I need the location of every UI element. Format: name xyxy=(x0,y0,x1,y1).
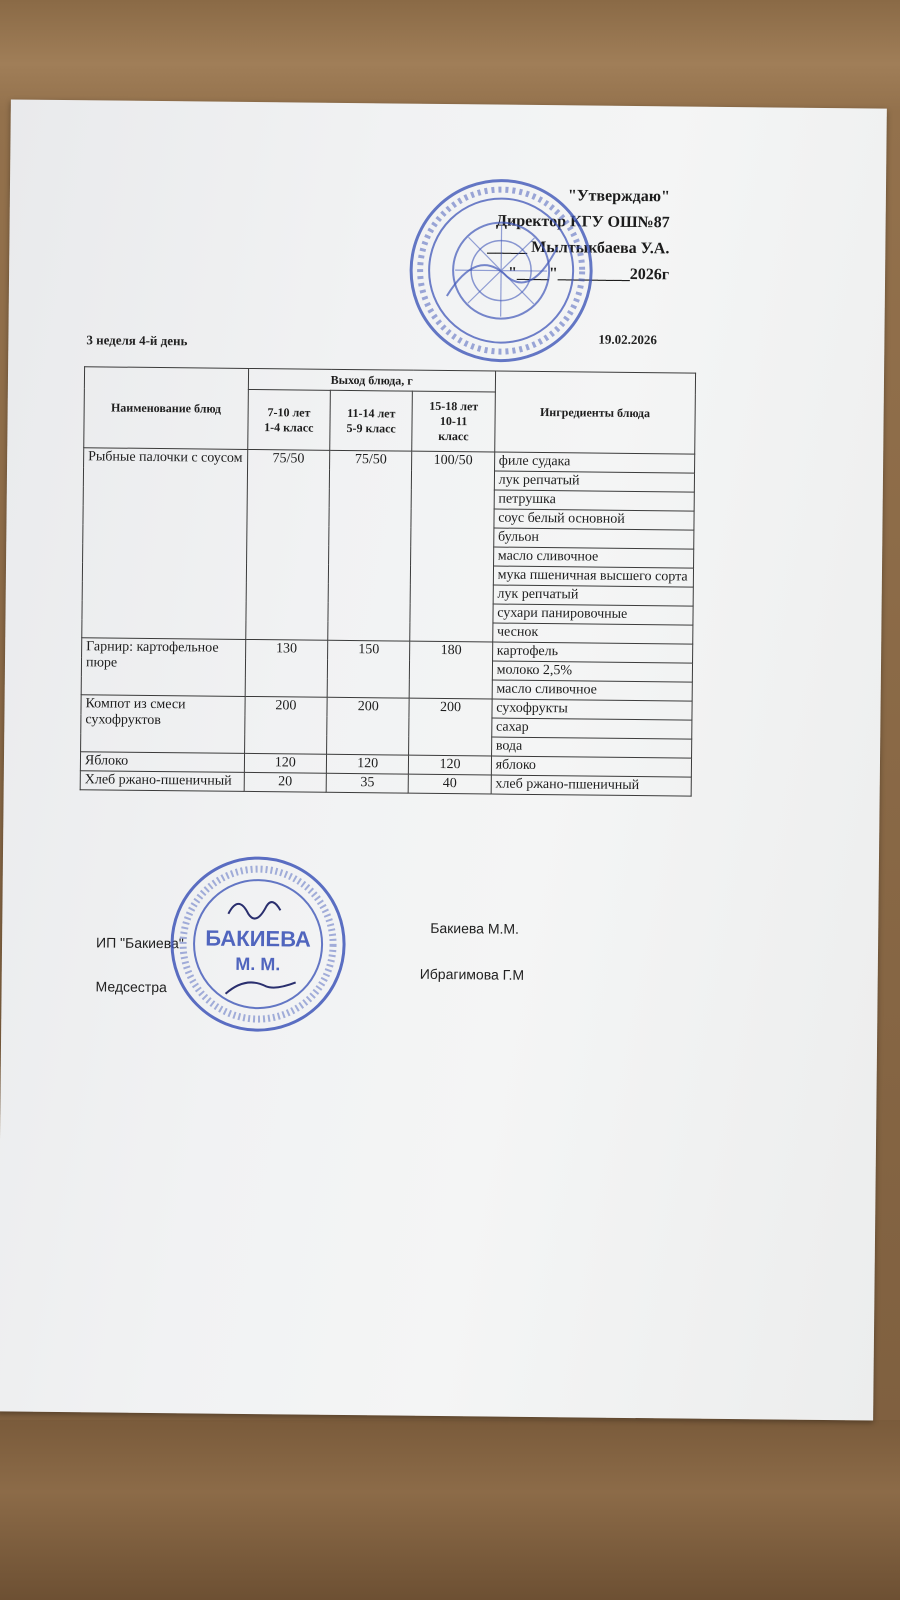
ingredient: филе судака xyxy=(494,452,694,473)
header-age-2-line1: 11-14 лет xyxy=(347,405,396,420)
approval-line-4: "____"_________2026г xyxy=(507,264,670,284)
ingredient: мука пшеничная высшего сорта xyxy=(493,566,693,587)
header-age-3-line1: 15-18 лет xyxy=(429,398,479,414)
handwritten-signature-2 xyxy=(226,982,296,995)
yield-age-2: 35 xyxy=(326,773,409,793)
ingredient: чеснок xyxy=(492,623,692,644)
yield-age-1: 20 xyxy=(244,772,327,792)
ingredient: сухари панировочные xyxy=(493,604,693,625)
header-age-1-line2: 1-4 класс xyxy=(264,419,314,435)
yield-age-3: 200 xyxy=(409,698,492,756)
header-yield: Выход блюда, г xyxy=(248,368,495,392)
official-seal-stamp xyxy=(406,176,596,366)
menu-date: 19.02.2026 xyxy=(598,331,657,348)
header-age-1-line1: 7-10 лет xyxy=(267,404,311,420)
ingredient: сахар xyxy=(491,718,691,739)
header-age-3 xyxy=(412,391,495,452)
header-age-3-line3: класс xyxy=(438,428,469,444)
approval-line-1: "Утверждаю" xyxy=(567,187,670,206)
stamp-name-line2: М. М. xyxy=(235,953,281,975)
handwritten-signature-1 xyxy=(228,902,280,919)
dish-name: Хлеб ржано-пшеничный xyxy=(80,771,244,792)
yield-age-3: 180 xyxy=(410,641,493,699)
signature-label-nurse: Медсестра xyxy=(95,978,167,996)
yield-age-2: 120 xyxy=(326,754,409,774)
yield-age-1: 200 xyxy=(244,696,327,754)
ingredient: масло сливочное xyxy=(493,547,693,568)
header-dish: Наименование блюд xyxy=(84,367,249,450)
week-day-label: 3 неделя 4-й день xyxy=(86,332,188,349)
ingredient: петрушка xyxy=(494,490,694,511)
signature-label-ip: ИП "Бакиева" xyxy=(95,934,184,952)
dish-name: Рыбные палочки с соусом xyxy=(82,448,248,640)
signature-name-ibragimova: Ибрагимова Г.М xyxy=(419,965,525,983)
stamp-name-line1: БАКИЕВА xyxy=(205,925,311,952)
dish-name: Гарнир: картофельное пюре xyxy=(81,638,245,697)
approval-line-2: Директор КГУ ОШ№87 xyxy=(495,212,670,232)
header-age-3-line2: 10-11 xyxy=(439,413,468,429)
ingredient: яблоко xyxy=(491,756,691,777)
document-page xyxy=(0,99,887,1420)
ingredient: лук репчатый xyxy=(493,585,693,606)
ingredient: соус белый основной xyxy=(494,509,694,530)
ingredient: картофель xyxy=(492,642,692,663)
ingredient: бульон xyxy=(493,528,693,549)
ingredient: лук репчатый xyxy=(494,471,694,492)
yield-age-1: 120 xyxy=(244,753,327,773)
yield-age-2: 150 xyxy=(327,640,410,698)
ingredient: сухофрукты xyxy=(492,699,692,720)
yield-age-2: 75/50 xyxy=(328,450,412,641)
header-ingredients: Ингредиенты блюда xyxy=(494,371,695,454)
signature-name-bakieva: Бакиева М.М. xyxy=(430,919,520,937)
desk-surface xyxy=(0,1420,900,1600)
yield-age-2: 200 xyxy=(327,697,410,755)
dish-name: Компот из смеси сухофруктов xyxy=(81,695,245,754)
ingredient: вода xyxy=(491,737,691,758)
ingredient: масло сливочное xyxy=(492,680,692,701)
dish-name: Яблоко xyxy=(80,752,244,773)
yield-age-1: 130 xyxy=(245,639,328,697)
yield-age-3: 40 xyxy=(409,774,492,794)
approval-line-3: _____ Мылтыкбаева У.А. xyxy=(487,238,670,258)
yield-age-3: 100/50 xyxy=(410,451,494,642)
ingredient: хлеб ржано-пшеничный xyxy=(491,775,691,796)
yield-age-1: 75/50 xyxy=(245,449,329,640)
menu-table xyxy=(80,366,696,796)
header-age-2 xyxy=(330,390,413,451)
company-round-stamp xyxy=(167,853,349,1035)
header-age-1 xyxy=(247,389,330,450)
header-age-2-line2: 5-9 класс xyxy=(346,420,396,435)
ingredient: молоко 2,5% xyxy=(492,661,692,682)
yield-age-3: 120 xyxy=(409,755,492,775)
